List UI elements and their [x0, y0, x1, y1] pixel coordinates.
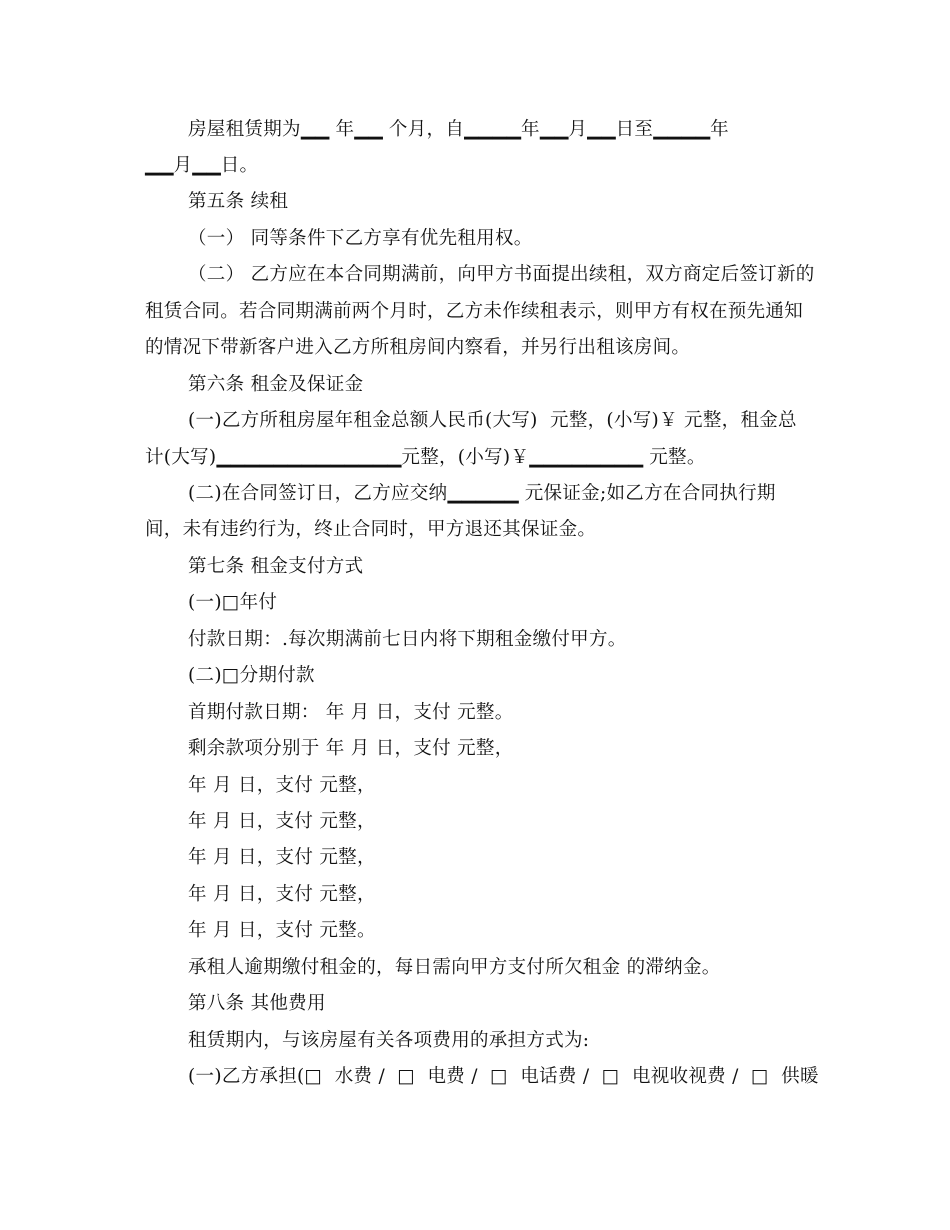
text-span: (二)在合同签订日，乙方应交纳	[188, 483, 448, 504]
paragraph-line: 剩余款项分别于 年 月 日，支付 元整，	[188, 738, 514, 759]
blank-field: ▁▁▁▁▁▁▁▁▁▁▁▁▁	[216, 447, 402, 468]
text-span: 元整，(小写)￥	[401, 447, 530, 468]
article-6-heading: 第六条 租金及保证金	[188, 374, 364, 395]
article-7-heading: 第七条 租金支付方式	[188, 556, 364, 577]
text-span: 月	[568, 119, 588, 140]
text-span: 日至	[615, 119, 654, 140]
blank-field: ▁▁▁▁	[464, 119, 522, 140]
blank-field: ▁▁	[539, 119, 569, 140]
article-8-heading: 第八条 其他费用	[188, 993, 326, 1014]
lease-term-line-cont	[145, 154, 258, 178]
paragraph-line: (一)乙方所租房屋年租金总额人民币(大写) 元整，(小写)￥ 元整，租金总	[188, 410, 797, 431]
lease-term-line	[188, 118, 729, 142]
installment-line: 年 月 日，支付 元整，	[188, 847, 376, 868]
text-span: 元整。	[643, 447, 706, 468]
annual-payment-option: (一)□年付	[188, 592, 278, 613]
paragraph-line: 首期付款日期： 年 月 日，支付 元整。	[188, 702, 514, 723]
paragraph-line: （二） 乙方应在本合同期满前，向甲方书面提出续租，双方商定后签订新的	[188, 264, 815, 285]
text-span: 房屋租赁期为	[188, 119, 301, 140]
paragraph-line: 承租人逾期缴付租金的，每日需向甲方支付所欠租金 的滞纳金。	[188, 957, 721, 978]
paragraph-line: 租赁合同。若合同期满前两个月时，乙方未作续租表示，则甲方有权在预先通知	[145, 301, 804, 322]
blank-field: ▁▁	[300, 119, 330, 140]
paragraph-line: (一)乙方承担(□ 水费 / □ 电费 / □ 电话费 / □ 电视收视费 / □ 供暖	[188, 1066, 819, 1087]
article-5-heading: 第五条 续租	[188, 191, 289, 212]
paragraph-line: （一） 同等条件下乙方享有优先租用权。	[188, 228, 533, 249]
blank-field: ▁▁	[145, 155, 174, 176]
rent-total-line	[145, 446, 706, 470]
text-span: 计(大写)	[145, 447, 217, 468]
text-span: 日。	[220, 155, 259, 176]
text-span: 年	[710, 119, 729, 140]
text-span: 月	[173, 155, 193, 176]
text-span: 年	[329, 119, 355, 140]
blank-field: ▁▁▁▁▁▁▁▁	[529, 447, 644, 468]
blank-field: ▁▁	[354, 119, 383, 140]
paragraph-line: 间，未有违约行为，终止合同时，甲方退还其保证金。	[145, 519, 597, 540]
blank-field: ▁▁▁▁	[653, 119, 711, 140]
paragraph-line: 租赁期内，与该房屋有关各项费用的承担方式为:	[188, 1030, 590, 1051]
installment-line: 年 月 日，支付 元整，	[188, 811, 376, 832]
deposit-line	[188, 482, 776, 506]
installment-line: 年 月 日，支付 元整，	[188, 775, 376, 796]
blank-field: ▁▁	[192, 155, 221, 176]
installment-line: 年 月 日，支付 元整，	[188, 884, 376, 905]
paragraph-line: 付款日期：.每次期满前七日内将下期租金缴付甲方。	[188, 629, 627, 650]
text-span: 元保证金;如乙方在合同执行期	[518, 483, 776, 504]
installment-line: 年 月 日，支付 元整。	[188, 920, 376, 941]
text-span: 年	[521, 119, 540, 140]
blank-field: ▁▁	[587, 119, 616, 140]
blank-field: ▁▁▁▁▁	[447, 483, 519, 504]
paragraph-line: 的情况下带新客户进入乙方所租房间内察看，并另行出租该房间。	[145, 337, 691, 358]
text-span: 个月，自	[382, 119, 465, 140]
installment-payment-option: (二)□分期付款	[188, 665, 315, 686]
